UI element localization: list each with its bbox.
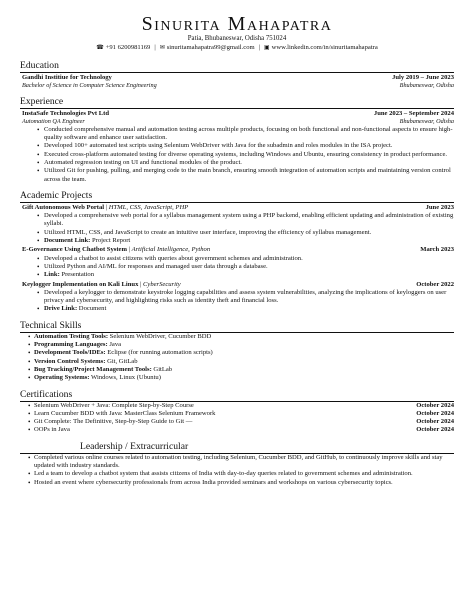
- project-date: March 2023: [420, 246, 454, 254]
- skill-label: Bug Tracking/Project Management Tools:: [34, 365, 152, 373]
- skill-value: GitLab: [151, 365, 173, 373]
- project-name: E-Governance Using Chatbot System: [22, 246, 127, 254]
- section-title-certifications: Certifications: [20, 389, 454, 402]
- email-link[interactable]: sinuritamahapatra99@gmail.com: [166, 44, 255, 51]
- project-bullets: [22, 255, 454, 280]
- project-entry: [20, 246, 454, 279]
- project-separator: |: [138, 280, 143, 288]
- experience-entry: [20, 110, 454, 184]
- company-name: InstaSafe Technologies Pvt Ltd: [22, 109, 110, 117]
- list-item: • Completed various online courses related to automation testing, including Selenium, Cucumber BDD, and GitHub, to continuously improve skills and stay updated with industry standards.: [34, 454, 454, 471]
- contact-line: [20, 43, 454, 52]
- experience-location: Bhubaneswar, Odisha: [399, 118, 454, 126]
- phone-icon: ☎: [96, 44, 104, 51]
- cert-date: October 2024: [416, 409, 454, 417]
- list-item: • Developed a comprehensive web portal for a syllabus management system using a PHP backend, enabling efficient updating and administration of existing syllabi.: [44, 212, 454, 229]
- project-bullets: [22, 212, 454, 245]
- education-dates: July 2019 – June 2023: [392, 74, 454, 81]
- list-item: [34, 366, 454, 374]
- cert-date: October 2024: [416, 418, 454, 426]
- list-item: • Conducted comprehensive manual and automation testing across multiple products, focusing on both functional and non-functional aspects to ensure high-quality software and enhance user satisfaction.: [44, 126, 454, 143]
- linkedin-link[interactable]: www.linkedin.com/in/sinuritamahapatra: [271, 44, 378, 51]
- email-icon: ✉: [159, 44, 165, 51]
- list-item: [34, 349, 454, 357]
- link-label: Drive Link:: [44, 305, 78, 313]
- job-role: Automation QA Engineer: [22, 118, 85, 126]
- skill-value: Java: [107, 341, 122, 349]
- address: Patia, Bhubaneswar, Odisha 751024: [187, 35, 287, 42]
- list-item: [34, 341, 454, 349]
- certifications-list: [20, 402, 454, 435]
- project-tech: Artificial Intelligence, Python: [131, 246, 211, 254]
- list-item: • Led a team to develop a chatbot system that assists citizens of India with day-to-day queries related to government schemes and administration.: [34, 470, 454, 478]
- list-item: • Developed 100+ automated test scripts using Selenium WebDriver with Java for the subadmin and roles modules in the ISA project.: [44, 142, 454, 150]
- candidate-name: Sinurita Mahapatra: [141, 13, 333, 35]
- divider: |: [154, 44, 156, 51]
- list-item: [44, 271, 454, 279]
- skill-value: Git, GitLab: [105, 357, 138, 365]
- project-date: October 2022: [416, 280, 454, 288]
- list-item: [34, 410, 454, 418]
- list-item: • Executed cross-platform automated testing for diverse operating systems, including Windows and Ubuntu, ensuring consistency in product performance.: [44, 151, 454, 159]
- project-entry: [20, 281, 454, 314]
- project-separator: |: [104, 203, 109, 211]
- skill-value: Selenium WebDriver, Cucumber BDD: [108, 332, 212, 340]
- section-title-skills: Technical Skills: [20, 320, 454, 333]
- list-item: [34, 358, 454, 366]
- project-entry: [20, 204, 454, 245]
- list-item: [34, 402, 454, 410]
- cert-name: • Learn Cucumber BDD with Java: MasterClass Selenium Framework: [34, 409, 216, 417]
- project-tech: CyberSecurity: [143, 280, 181, 288]
- cert-name: • OOPs in Java: [34, 426, 70, 434]
- list-item: [34, 426, 454, 434]
- section-title-education: Education: [20, 60, 454, 73]
- school-name: Gandhi Institiue for Technology: [22, 74, 112, 81]
- skill-label: Operating Systems:: [34, 374, 90, 382]
- project-link[interactable]: Document: [77, 305, 107, 313]
- education-entry: [20, 74, 454, 90]
- list-item: [44, 305, 454, 313]
- project-tech: HTML, CSS, JavaScript, PHP: [108, 203, 189, 211]
- skill-label: Programming Languages:: [34, 341, 108, 349]
- skill-label: Development Tools/IDEs:: [34, 349, 106, 357]
- list-item: • Automated regression testing on UI and functional modules of the product.: [44, 159, 454, 167]
- cert-date: October 2024: [416, 401, 454, 409]
- skill-label: Version Control Systems:: [34, 357, 106, 365]
- list-item: [34, 374, 454, 382]
- section-title-experience: Experience: [20, 96, 454, 109]
- project-bullets: [22, 289, 454, 314]
- list-item: • Developed a chatbot to assist citizens with queries about government schemes and administration.: [44, 255, 454, 263]
- project-name: Gift Autonomous Web Portal: [22, 203, 105, 211]
- experience-bullets: [22, 126, 454, 184]
- project-name: Keylogger Implementation on Kali Linux: [22, 280, 139, 288]
- cert-name: • Git Complete: The Definitive, Step-by-Step Guide to Git —: [34, 418, 193, 426]
- skill-value: Eclipse (for running automation scripts): [105, 349, 213, 357]
- cert-name: • Selenium WebDriver + Java: Complete Step-by-Step Course: [34, 401, 194, 409]
- list-item: [34, 333, 454, 341]
- skill-label: Automation Testing Tools:: [34, 332, 109, 340]
- project-link[interactable]: Project Report: [90, 237, 131, 245]
- list-item: • Hosted an event where cybersecurity professionals from across India provided seminars and workshops on various cybersecurity topics.: [34, 479, 454, 487]
- project-link[interactable]: Presentation: [59, 271, 95, 279]
- link-label: Link:: [44, 271, 60, 279]
- experience-dates: June 2023 – September 2024: [373, 109, 454, 117]
- list-item: • Utilized HTML, CSS, and JavaScript to create an intuitive user interface, improving the efficiency of syllabus management.: [44, 229, 454, 237]
- list-item: • Developed a keylogger to demonstrate keystroke logging capabilities and assess system vulnerabilities, analyzing the implications of keyloggers on user privacy and cybersecurity, and highlighting risks such as identity theft and financial loss.: [44, 289, 454, 306]
- phone-number[interactable]: +91 6200981169: [105, 44, 151, 51]
- list-item: [34, 418, 454, 426]
- degree: Bachelor of Science in Computer Science Engineering: [22, 82, 157, 90]
- section-title-projects: Academic Projects: [20, 190, 454, 203]
- project-date: June 2023: [425, 203, 454, 211]
- project-separator: |: [126, 246, 132, 254]
- skills-list: [20, 333, 454, 383]
- list-item: • Utilized Git for pushing, pulling, and merging code to the main branch, ensuring smooth integration of automation scripts and maintaining version control across the team.: [44, 167, 454, 184]
- leadership-list: [20, 454, 454, 487]
- skill-value: Windows, Linux (Ubuntu): [89, 374, 161, 382]
- list-item: • Utilized Python and AI/ML for responses and managed user data through a database.: [44, 263, 454, 271]
- linkedin-icon: ▣: [263, 44, 270, 51]
- divider: |: [258, 44, 260, 51]
- section-title-leadership: Leadership / Extracurricular: [20, 441, 454, 454]
- link-label: Document Link:: [44, 237, 91, 245]
- education-location: Bhubaneswar, Odisha: [399, 82, 454, 90]
- list-item: [44, 237, 454, 245]
- cert-date: October 2024: [416, 426, 454, 434]
